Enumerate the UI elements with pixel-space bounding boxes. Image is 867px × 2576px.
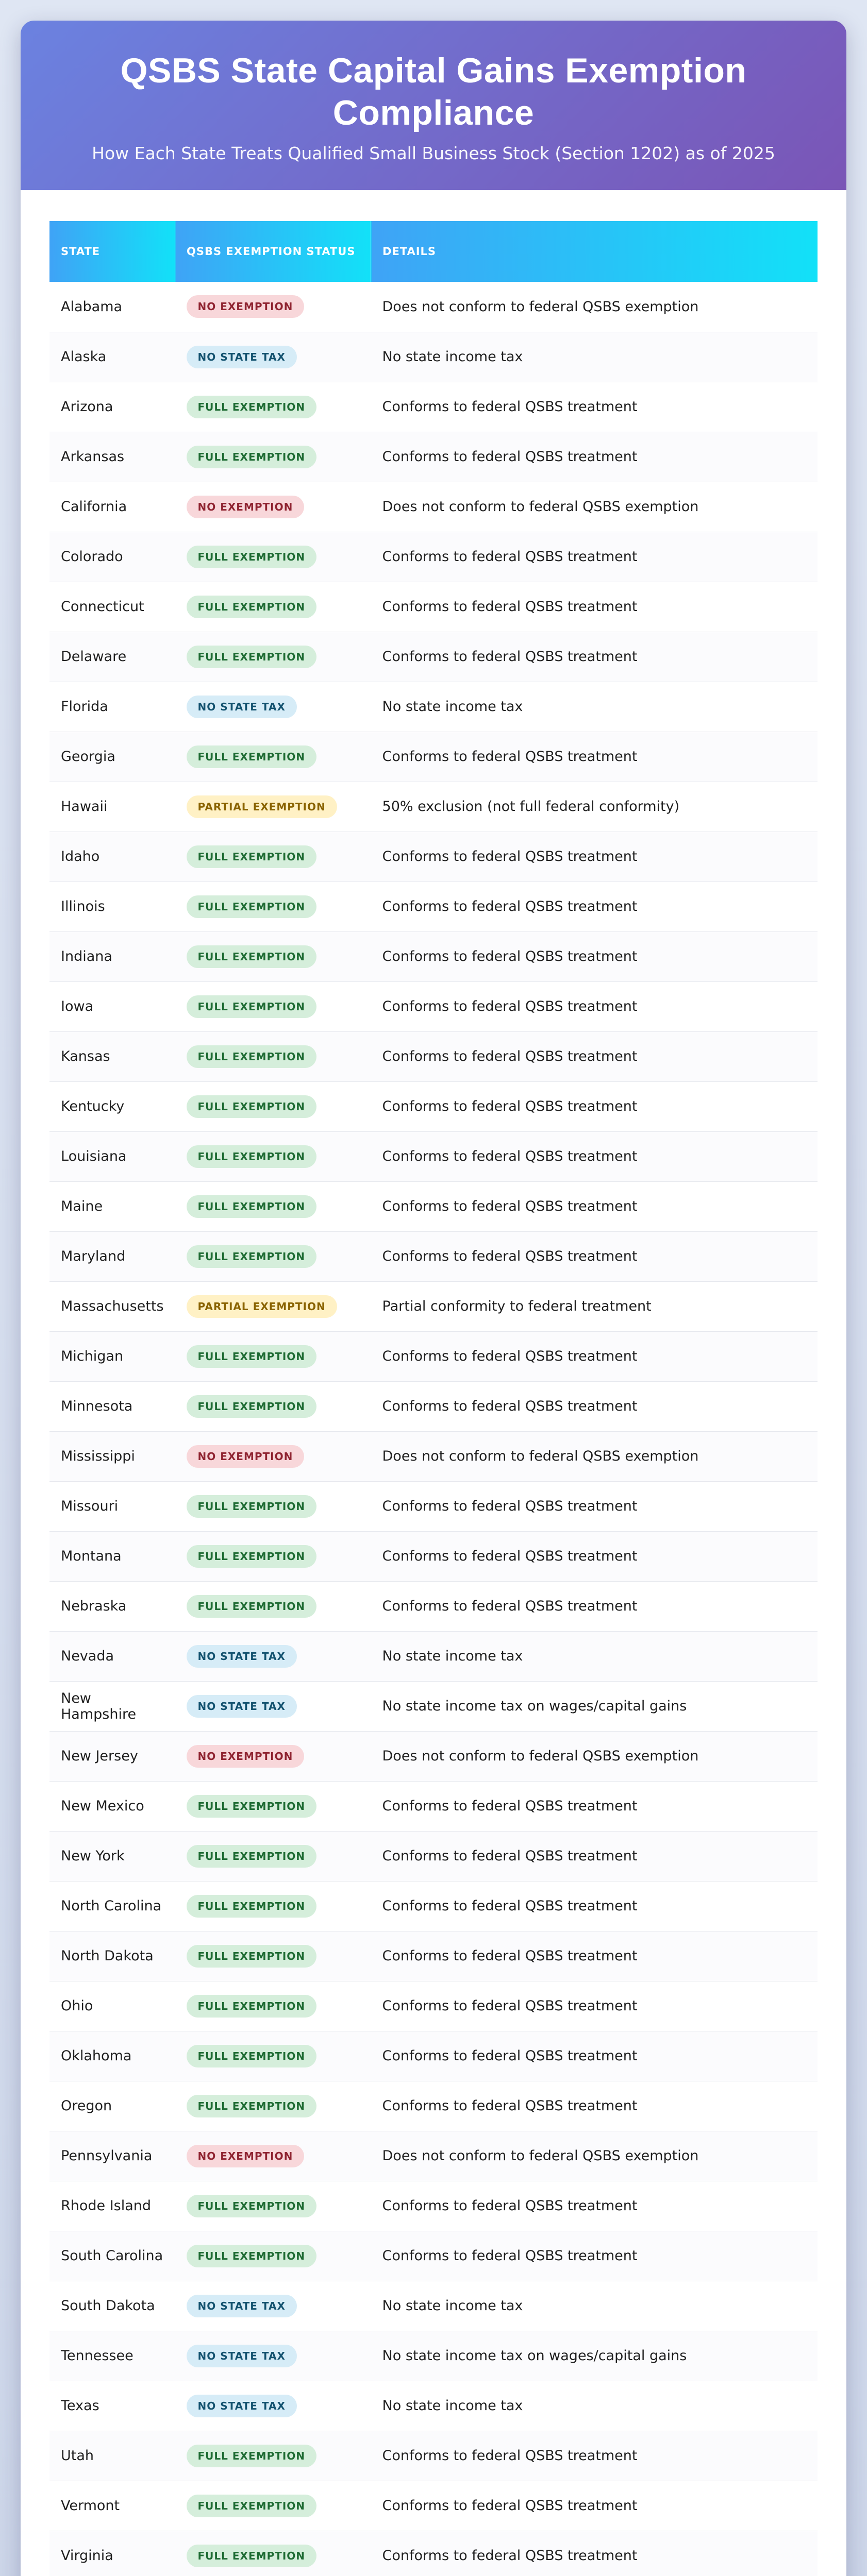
status-badge: PARTIAL EXEMPTION [187,795,337,818]
state-name: Louisiana [49,1131,175,1181]
table-row [49,2231,818,2281]
status-badge: FULL EXEMPTION [187,845,316,868]
table-row [49,1981,818,2031]
state-name: Virginia [49,2531,175,2576]
details-text: Conforms to federal QSBS treatment [371,732,818,782]
details-text: Conforms to federal QSBS treatment [371,1881,818,1931]
status-cell [175,1581,371,1631]
status-badge: NO EXEMPTION [187,496,305,518]
state-name: Alabama [49,282,175,332]
table-row [49,2381,818,2431]
state-name: Nevada [49,1631,175,1681]
status-badge: FULL EXEMPTION [187,2195,316,2217]
state-name: Connecticut [49,582,175,632]
state-name: Pennsylvania [49,2131,175,2181]
status-badge: NO EXEMPTION [187,1745,305,1768]
table-row [49,1381,818,1431]
table-row [49,1081,818,1131]
table-body [49,282,818,2576]
status-cell [175,1531,371,1581]
state-name: Texas [49,2381,175,2431]
table-row [49,482,818,532]
state-name: Maine [49,1181,175,1231]
status-cell [175,2381,371,2431]
state-name: Illinois [49,882,175,931]
status-cell [175,1781,371,1831]
status-badge: FULL EXEMPTION [187,1145,316,1168]
table-row [49,1881,818,1931]
status-cell [175,482,371,532]
details-text: No state income tax [371,332,818,382]
table-row [49,2331,818,2381]
table-row [49,1931,818,1981]
status-badge: FULL EXEMPTION [187,2445,316,2467]
status-badge: FULL EXEMPTION [187,2045,316,2067]
state-name: Georgia [49,732,175,782]
state-name: Idaho [49,832,175,882]
status-badge: FULL EXEMPTION [187,1845,316,1868]
details-text: Conforms to federal QSBS treatment [371,1181,818,1231]
details-text: No state income tax on wages/capital gains [371,2331,818,2381]
state-name: Arkansas [49,432,175,482]
status-cell [175,382,371,432]
status-cell [175,2481,371,2531]
state-name: Montana [49,1531,175,1581]
status-cell [175,2531,371,2576]
column-header-state: STATE [49,221,175,282]
table-row [49,582,818,632]
details-text: Does not conform to federal QSBS exemption [371,482,818,532]
status-cell [175,1631,371,1681]
status-cell [175,582,371,632]
status-badge: PARTIAL EXEMPTION [187,1295,337,1318]
table-row [49,532,818,582]
state-name: California [49,482,175,532]
status-cell [175,1431,371,1481]
status-badge: NO STATE TAX [187,696,297,718]
status-cell [175,432,371,482]
details-text: Conforms to federal QSBS treatment [371,1331,818,1381]
status-badge: NO EXEMPTION [187,2145,305,2167]
status-badge: NO STATE TAX [187,2395,297,2417]
status-badge: FULL EXEMPTION [187,1095,316,1118]
details-text: Conforms to federal QSBS treatment [371,1031,818,1081]
state-name: Florida [49,682,175,732]
details-text: Conforms to federal QSBS treatment [371,632,818,682]
status-badge: FULL EXEMPTION [187,2495,316,2517]
status-cell [175,2131,371,2181]
details-text: Conforms to federal QSBS treatment [371,1081,818,1131]
details-text: Conforms to federal QSBS treatment [371,2081,818,2131]
state-name: Hawaii [49,782,175,832]
table-row [49,832,818,882]
status-badge: FULL EXEMPTION [187,1995,316,2018]
status-cell [175,1481,371,1531]
status-cell [175,981,371,1031]
details-text: Conforms to federal QSBS treatment [371,1981,818,2031]
details-text: Conforms to federal QSBS treatment [371,931,818,981]
state-name: Utah [49,2431,175,2481]
status-cell [175,931,371,981]
table-row [49,632,818,682]
status-badge: FULL EXEMPTION [187,1895,316,1918]
details-text: Conforms to federal QSBS treatment [371,882,818,931]
details-text: Conforms to federal QSBS treatment [371,2431,818,2481]
state-name: Alaska [49,332,175,382]
status-badge: FULL EXEMPTION [187,546,316,568]
state-name: Missouri [49,1481,175,1531]
state-name: Kentucky [49,1081,175,1131]
status-cell [175,2231,371,2281]
table-header-row [49,221,818,282]
status-cell [175,532,371,582]
details-text: Conforms to federal QSBS treatment [371,2181,818,2231]
status-badge: FULL EXEMPTION [187,1195,316,1218]
table-row [49,1131,818,1181]
status-badge: FULL EXEMPTION [187,1345,316,1368]
status-badge: NO EXEMPTION [187,295,305,318]
status-cell [175,1181,371,1231]
state-name: New York [49,1831,175,1881]
status-badge: NO STATE TAX [187,1645,297,1668]
state-name: New Hampshire [49,1681,175,1731]
details-text: Conforms to federal QSBS treatment [371,832,818,882]
page-title: QSBS State Capital Gains Exemption Compliance [120,51,747,132]
state-name: North Carolina [49,1881,175,1931]
table-row [49,1631,818,1681]
details-text: Conforms to federal QSBS treatment [371,1931,818,1981]
column-header-status: QSBS EXEMPTION STATUS [175,221,371,282]
table-row [49,981,818,1031]
status-cell [175,1131,371,1181]
state-name: Nebraska [49,1581,175,1631]
table-row [49,2181,818,2231]
status-cell [175,732,371,782]
details-text: Conforms to federal QSBS treatment [371,432,818,482]
table-row [49,382,818,432]
table-row [49,432,818,482]
details-text: Does not conform to federal QSBS exemption [371,282,818,332]
status-badge: FULL EXEMPTION [187,396,316,418]
state-name: Mississippi [49,1431,175,1481]
status-cell [175,632,371,682]
status-badge: FULL EXEMPTION [187,1795,316,1818]
details-text: Conforms to federal QSBS treatment [371,1531,818,1581]
table-row [49,1031,818,1081]
details-text: Conforms to federal QSBS treatment [371,2531,818,2576]
status-cell [175,1881,371,1931]
state-name: Tennessee [49,2331,175,2381]
status-badge: FULL EXEMPTION [187,2545,316,2567]
status-cell [175,1081,371,1131]
details-text: 50% exclusion (not full federal conformity) [371,782,818,832]
status-cell [175,1831,371,1881]
state-name: New Jersey [49,1731,175,1781]
state-name: Arizona [49,382,175,432]
details-text: No state income tax on wages/capital gains [371,1681,818,1731]
details-text: Conforms to federal QSBS treatment [371,2031,818,2081]
details-text: No state income tax [371,682,818,732]
state-name: Rhode Island [49,2181,175,2231]
status-badge: NO STATE TAX [187,2345,297,2367]
status-badge: NO EXEMPTION [187,1445,305,1468]
table-row [49,1481,818,1531]
status-cell [175,1381,371,1431]
status-badge: FULL EXEMPTION [187,596,316,618]
details-text: Conforms to federal QSBS treatment [371,1481,818,1531]
table-row [49,1831,818,1881]
status-cell [175,1681,371,1731]
status-cell [175,2281,371,2331]
page-header [21,21,846,190]
details-text: Conforms to federal QSBS treatment [371,1231,818,1281]
details-text: Does not conform to federal QSBS exemption [371,2131,818,2181]
status-cell [175,2331,371,2381]
table-row [49,1681,818,1731]
state-name: Delaware [49,632,175,682]
table-row [49,1781,818,1831]
status-badge: FULL EXEMPTION [187,1395,316,1418]
status-cell [175,1981,371,2031]
status-badge: FULL EXEMPTION [187,1945,316,1968]
state-name: South Dakota [49,2281,175,2331]
details-text: Conforms to federal QSBS treatment [371,2481,818,2531]
status-badge: FULL EXEMPTION [187,895,316,918]
status-badge: FULL EXEMPTION [187,646,316,668]
details-text: Conforms to federal QSBS treatment [371,582,818,632]
table-row [49,931,818,981]
details-text: Does not conform to federal QSBS exemption [371,1431,818,1481]
table-row [49,1581,818,1631]
state-name: Vermont [49,2481,175,2531]
table-row [49,682,818,732]
details-text: Conforms to federal QSBS treatment [371,1131,818,1181]
details-text: Conforms to federal QSBS treatment [371,981,818,1031]
status-badge: FULL EXEMPTION [187,1245,316,1268]
table-row [49,1731,818,1781]
state-name: Colorado [49,532,175,582]
state-name: South Carolina [49,2231,175,2281]
status-badge: FULL EXEMPTION [187,745,316,768]
state-name: Maryland [49,1231,175,1281]
status-badge: NO STATE TAX [187,346,297,368]
table-row [49,1531,818,1581]
details-text: Conforms to federal QSBS treatment [371,382,818,432]
details-text: Conforms to federal QSBS treatment [371,1831,818,1881]
table-row [49,332,818,382]
status-cell [175,2181,371,2231]
status-cell [175,332,371,382]
table-row [49,2431,818,2481]
status-cell [175,1931,371,1981]
status-cell [175,682,371,732]
status-cell [175,782,371,832]
column-header-details: DETAILS [371,221,818,282]
status-cell [175,2081,371,2131]
table-row [49,732,818,782]
main-card [21,21,846,2576]
status-cell [175,1231,371,1281]
table-row [49,1331,818,1381]
state-name: Indiana [49,931,175,981]
status-cell [175,2031,371,2081]
details-text: Conforms to federal QSBS treatment [371,2231,818,2281]
status-cell [175,832,371,882]
status-badge: FULL EXEMPTION [187,1595,316,1618]
table-row [49,1431,818,1481]
status-badge: FULL EXEMPTION [187,2095,316,2117]
status-cell [175,1281,371,1331]
state-name: Oklahoma [49,2031,175,2081]
status-badge: NO STATE TAX [187,1695,297,1718]
details-text: Conforms to federal QSBS treatment [371,532,818,582]
table-row [49,2531,818,2576]
status-cell [175,882,371,931]
state-name: New Mexico [49,1781,175,1831]
state-name: Ohio [49,1981,175,2031]
details-text: Conforms to federal QSBS treatment [371,1581,818,1631]
status-cell [175,1031,371,1081]
table-row [49,1231,818,1281]
status-badge: FULL EXEMPTION [187,1545,316,1568]
state-name: North Dakota [49,1931,175,1981]
status-cell [175,1331,371,1381]
table-row [49,2131,818,2181]
status-badge: FULL EXEMPTION [187,1045,316,1068]
status-badge: FULL EXEMPTION [187,2245,316,2267]
table-row [49,782,818,832]
details-text: No state income tax [371,2281,818,2331]
table-row [49,1281,818,1331]
details-text: Conforms to federal QSBS treatment [371,1381,818,1431]
state-name: Oregon [49,2081,175,2131]
status-cell [175,282,371,332]
state-name: Michigan [49,1331,175,1381]
details-text: No state income tax [371,2381,818,2431]
state-name: Minnesota [49,1381,175,1431]
state-name: Iowa [49,981,175,1031]
table-row [49,882,818,931]
details-text: Conforms to federal QSBS treatment [371,1781,818,1831]
details-text: No state income tax [371,1631,818,1681]
status-cell [175,1731,371,1781]
table-row [49,2281,818,2331]
table-row [49,2481,818,2531]
state-name: Kansas [49,1031,175,1081]
status-badge: FULL EXEMPTION [187,945,316,968]
status-badge: NO STATE TAX [187,2295,297,2317]
status-badge: FULL EXEMPTION [187,446,316,468]
page-subtitle: How Each State Treats Qualified Small Business Stock (Section 1202) as of 2025 [92,143,775,163]
details-text: Partial conformity to federal treatment [371,1281,818,1331]
table-container [21,190,846,2576]
table-row [49,1181,818,1231]
table-row [49,2031,818,2081]
details-text: Does not conform to federal QSBS exemption [371,1731,818,1781]
compliance-table [49,221,818,2576]
status-badge: FULL EXEMPTION [187,1495,316,1518]
table-row [49,282,818,332]
table-row [49,2081,818,2131]
status-cell [175,2431,371,2481]
state-name: Massachusetts [49,1281,175,1331]
status-badge: FULL EXEMPTION [187,995,316,1018]
